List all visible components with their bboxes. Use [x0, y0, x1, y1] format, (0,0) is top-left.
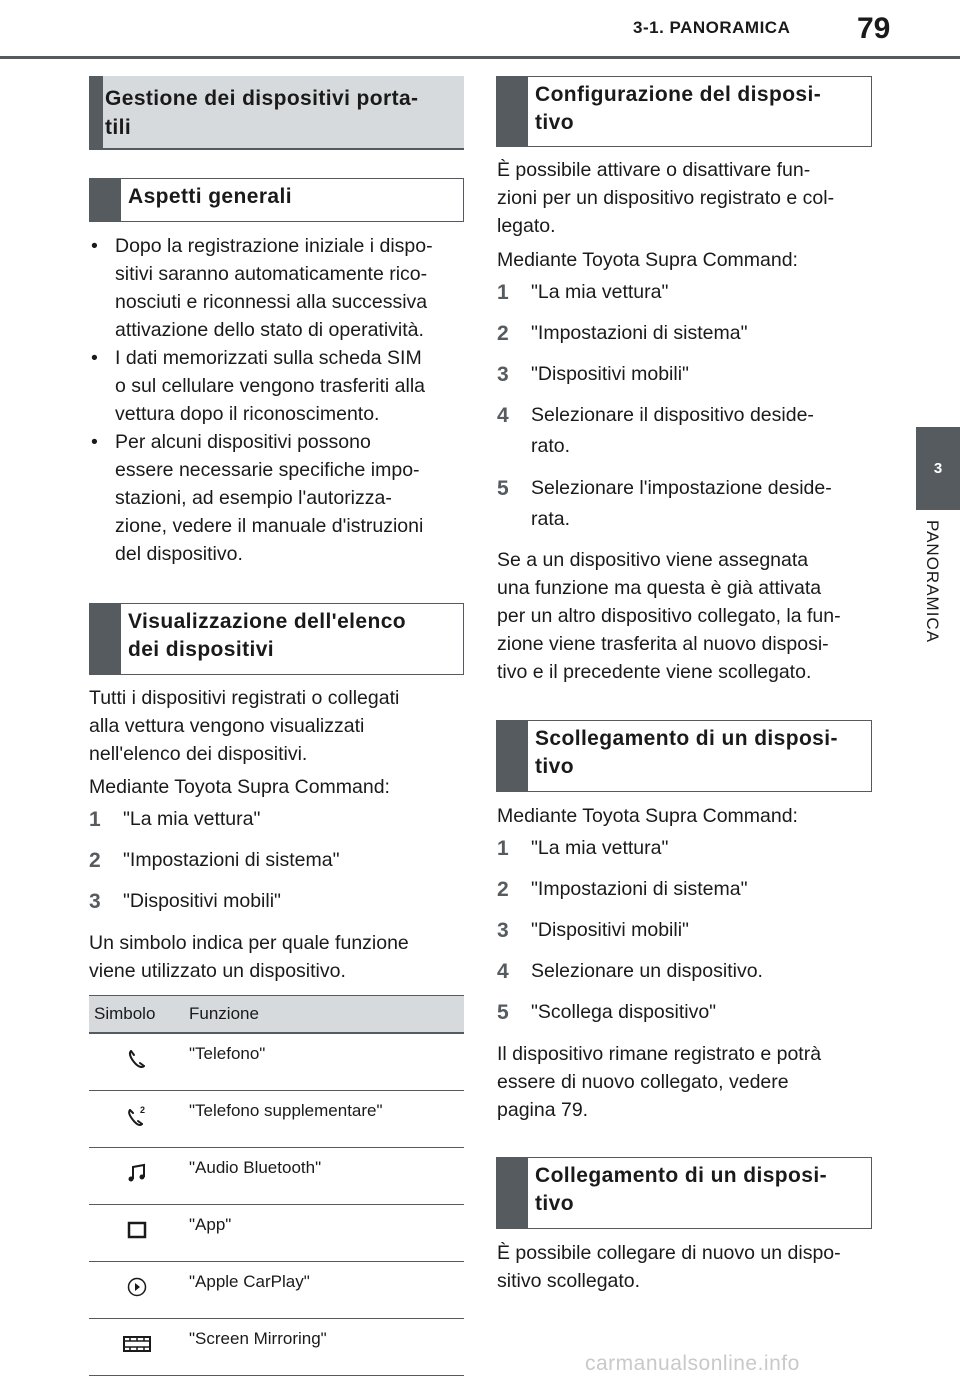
music-note-icon	[125, 1161, 149, 1185]
phone-secondary-icon	[125, 1104, 149, 1128]
heading-bar	[90, 179, 121, 221]
svg-text:2: 2	[139, 1105, 145, 1115]
heading-bar	[89, 76, 103, 148]
step-text: "La mia vettura"	[123, 808, 261, 830]
subheading-device-list	[89, 603, 464, 675]
heading-bar	[497, 721, 528, 791]
step-number: 2	[497, 878, 509, 901]
subheading-text: Configurazione del disposi- tivo	[535, 83, 822, 134]
section-title: 3-1. PANORAMICA	[633, 18, 791, 37]
column-header-function: Funzione	[184, 996, 464, 1034]
step-text: "Dispositivi mobili"	[123, 890, 281, 912]
step-number: 4	[497, 960, 509, 983]
bullet-item: • Per alcuni dispositivi possono essere necessarie specifiche impo- stazioni, ad esempio l'autorizza- zione, vedere il manuale d'istruzioni del dispositivo.	[91, 431, 424, 565]
table-row	[89, 1205, 464, 1262]
step-text: "Dispositivi mobili"	[531, 919, 689, 941]
table-row	[89, 1091, 464, 1148]
table-row	[89, 1033, 464, 1091]
step-number: 4	[497, 404, 509, 427]
bullet-item: • I dati memorizzati sulla scheda SIM o sul cellulare vengono trasferiti alla vettura dopo il riconoscimento.	[91, 347, 426, 425]
table-row	[89, 1148, 464, 1205]
step-text: "La mia vettura"	[531, 837, 669, 859]
step-number: 1	[89, 808, 101, 831]
step-text: "Impostazioni di sistema"	[123, 849, 340, 871]
function-label: "Audio Bluetooth"	[184, 1148, 464, 1205]
step-number: 2	[497, 322, 509, 345]
header-divider	[0, 56, 960, 59]
bullet-list	[89, 232, 464, 568]
heading-bar	[497, 1158, 528, 1228]
function-label: "Telefono"	[184, 1033, 464, 1091]
subheading-text: Visualizzazione dell'elenco dei dispositivi	[128, 610, 406, 661]
heading-bar	[497, 77, 528, 146]
step-text: "Dispositivi mobili"	[531, 363, 689, 385]
table-header-row	[89, 996, 464, 1034]
main-heading-left	[89, 76, 464, 150]
step-number: 1	[497, 281, 509, 304]
heading-bar	[90, 604, 121, 674]
paragraph: È possibile attivare o disattivare fun- zioni per un dispositivo registrato e col- legato.	[497, 159, 835, 237]
paragraph: Il dispositivo rimane registrato e potrà essere di nuovo collegato, vedere pagina 79.	[497, 1043, 822, 1121]
paragraph: Un simbolo indica per quale funzione viene utilizzato un dispositivo.	[89, 932, 409, 982]
phone-icon	[125, 1047, 149, 1071]
paragraph: È possibile collegare di nuovo un dispo- sitivo scollegato.	[497, 1242, 841, 1292]
function-label: "Telefono supplementare"	[184, 1091, 464, 1148]
heading-device-config	[496, 76, 872, 147]
main-heading-text: Gestione dei dispositivi porta- tili	[105, 87, 419, 139]
function-label: "Apple CarPlay"	[184, 1262, 464, 1319]
table-row	[89, 1262, 464, 1319]
subheading-text: Aspetti generali	[128, 185, 292, 208]
app-square-icon	[125, 1218, 149, 1242]
step-text: "La mia vettura"	[531, 281, 669, 303]
heading-disconnect	[496, 720, 872, 792]
subheading-text: Scollegamento di un disposi- tivo	[535, 727, 838, 778]
function-label: "App"	[184, 1205, 464, 1262]
subheading-text: Collegamento di un disposi- tivo	[535, 1164, 827, 1215]
paragraph: Mediante Toyota Supra Command:	[497, 805, 798, 827]
bullet-item: • Dopo la registrazione iniziale i dispo- sitivi saranno automaticamente rico- nosciuti e riconnessi alla successiva attivazione dello stato di operatività.	[91, 235, 433, 341]
paragraph: Mediante Toyota Supra Command:	[89, 776, 390, 798]
step-number: 3	[497, 919, 509, 942]
symbol-table	[89, 995, 464, 1376]
chapter-tab: 3	[916, 427, 960, 510]
step-text: "Impostazioni di sistema"	[531, 878, 748, 900]
step-text: "Impostazioni di sistema"	[531, 322, 748, 344]
heading-connect	[496, 1157, 872, 1229]
screen-mirroring-icon	[122, 1332, 152, 1356]
chapter-label: PANORAMICA	[923, 520, 942, 644]
table-row	[89, 1319, 464, 1376]
paragraph: Mediante Toyota Supra Command:	[497, 249, 798, 271]
page-number: 79	[857, 12, 891, 45]
step-number: 3	[497, 363, 509, 386]
step-text: Selezionare il dispositivo deside- rato.	[531, 404, 814, 457]
paragraph: Se a un dispositivo viene assegnata una funzione ma questa è già attivata per un altro dispositivo collegato, la fun- zione viene trasferita al nuovo disposi- tivo e il precedente viene scollegato.	[497, 549, 841, 683]
paragraph: Tutti i dispositivi registrati o collegati alla vettura vengono visualizzati nell'elenco dei dispositivi.	[89, 687, 400, 765]
subheading-general	[89, 178, 464, 222]
watermark: carmanualsonline.info	[585, 1352, 800, 1375]
step-number: 3	[89, 890, 101, 913]
play-circle-icon	[125, 1275, 149, 1299]
step-text: Selezionare un dispositivo.	[531, 960, 763, 982]
step-number: 1	[497, 837, 509, 860]
function-label: "Screen Mirroring"	[184, 1319, 464, 1376]
column-header-symbol: Simbolo	[89, 996, 184, 1034]
step-number: 5	[497, 477, 509, 500]
step-text: "Scollega dispositivo"	[531, 1001, 717, 1023]
step-number: 5	[497, 1001, 509, 1024]
step-text: Selezionare l'impostazione deside- rata.	[531, 477, 832, 530]
step-number: 2	[89, 849, 101, 872]
